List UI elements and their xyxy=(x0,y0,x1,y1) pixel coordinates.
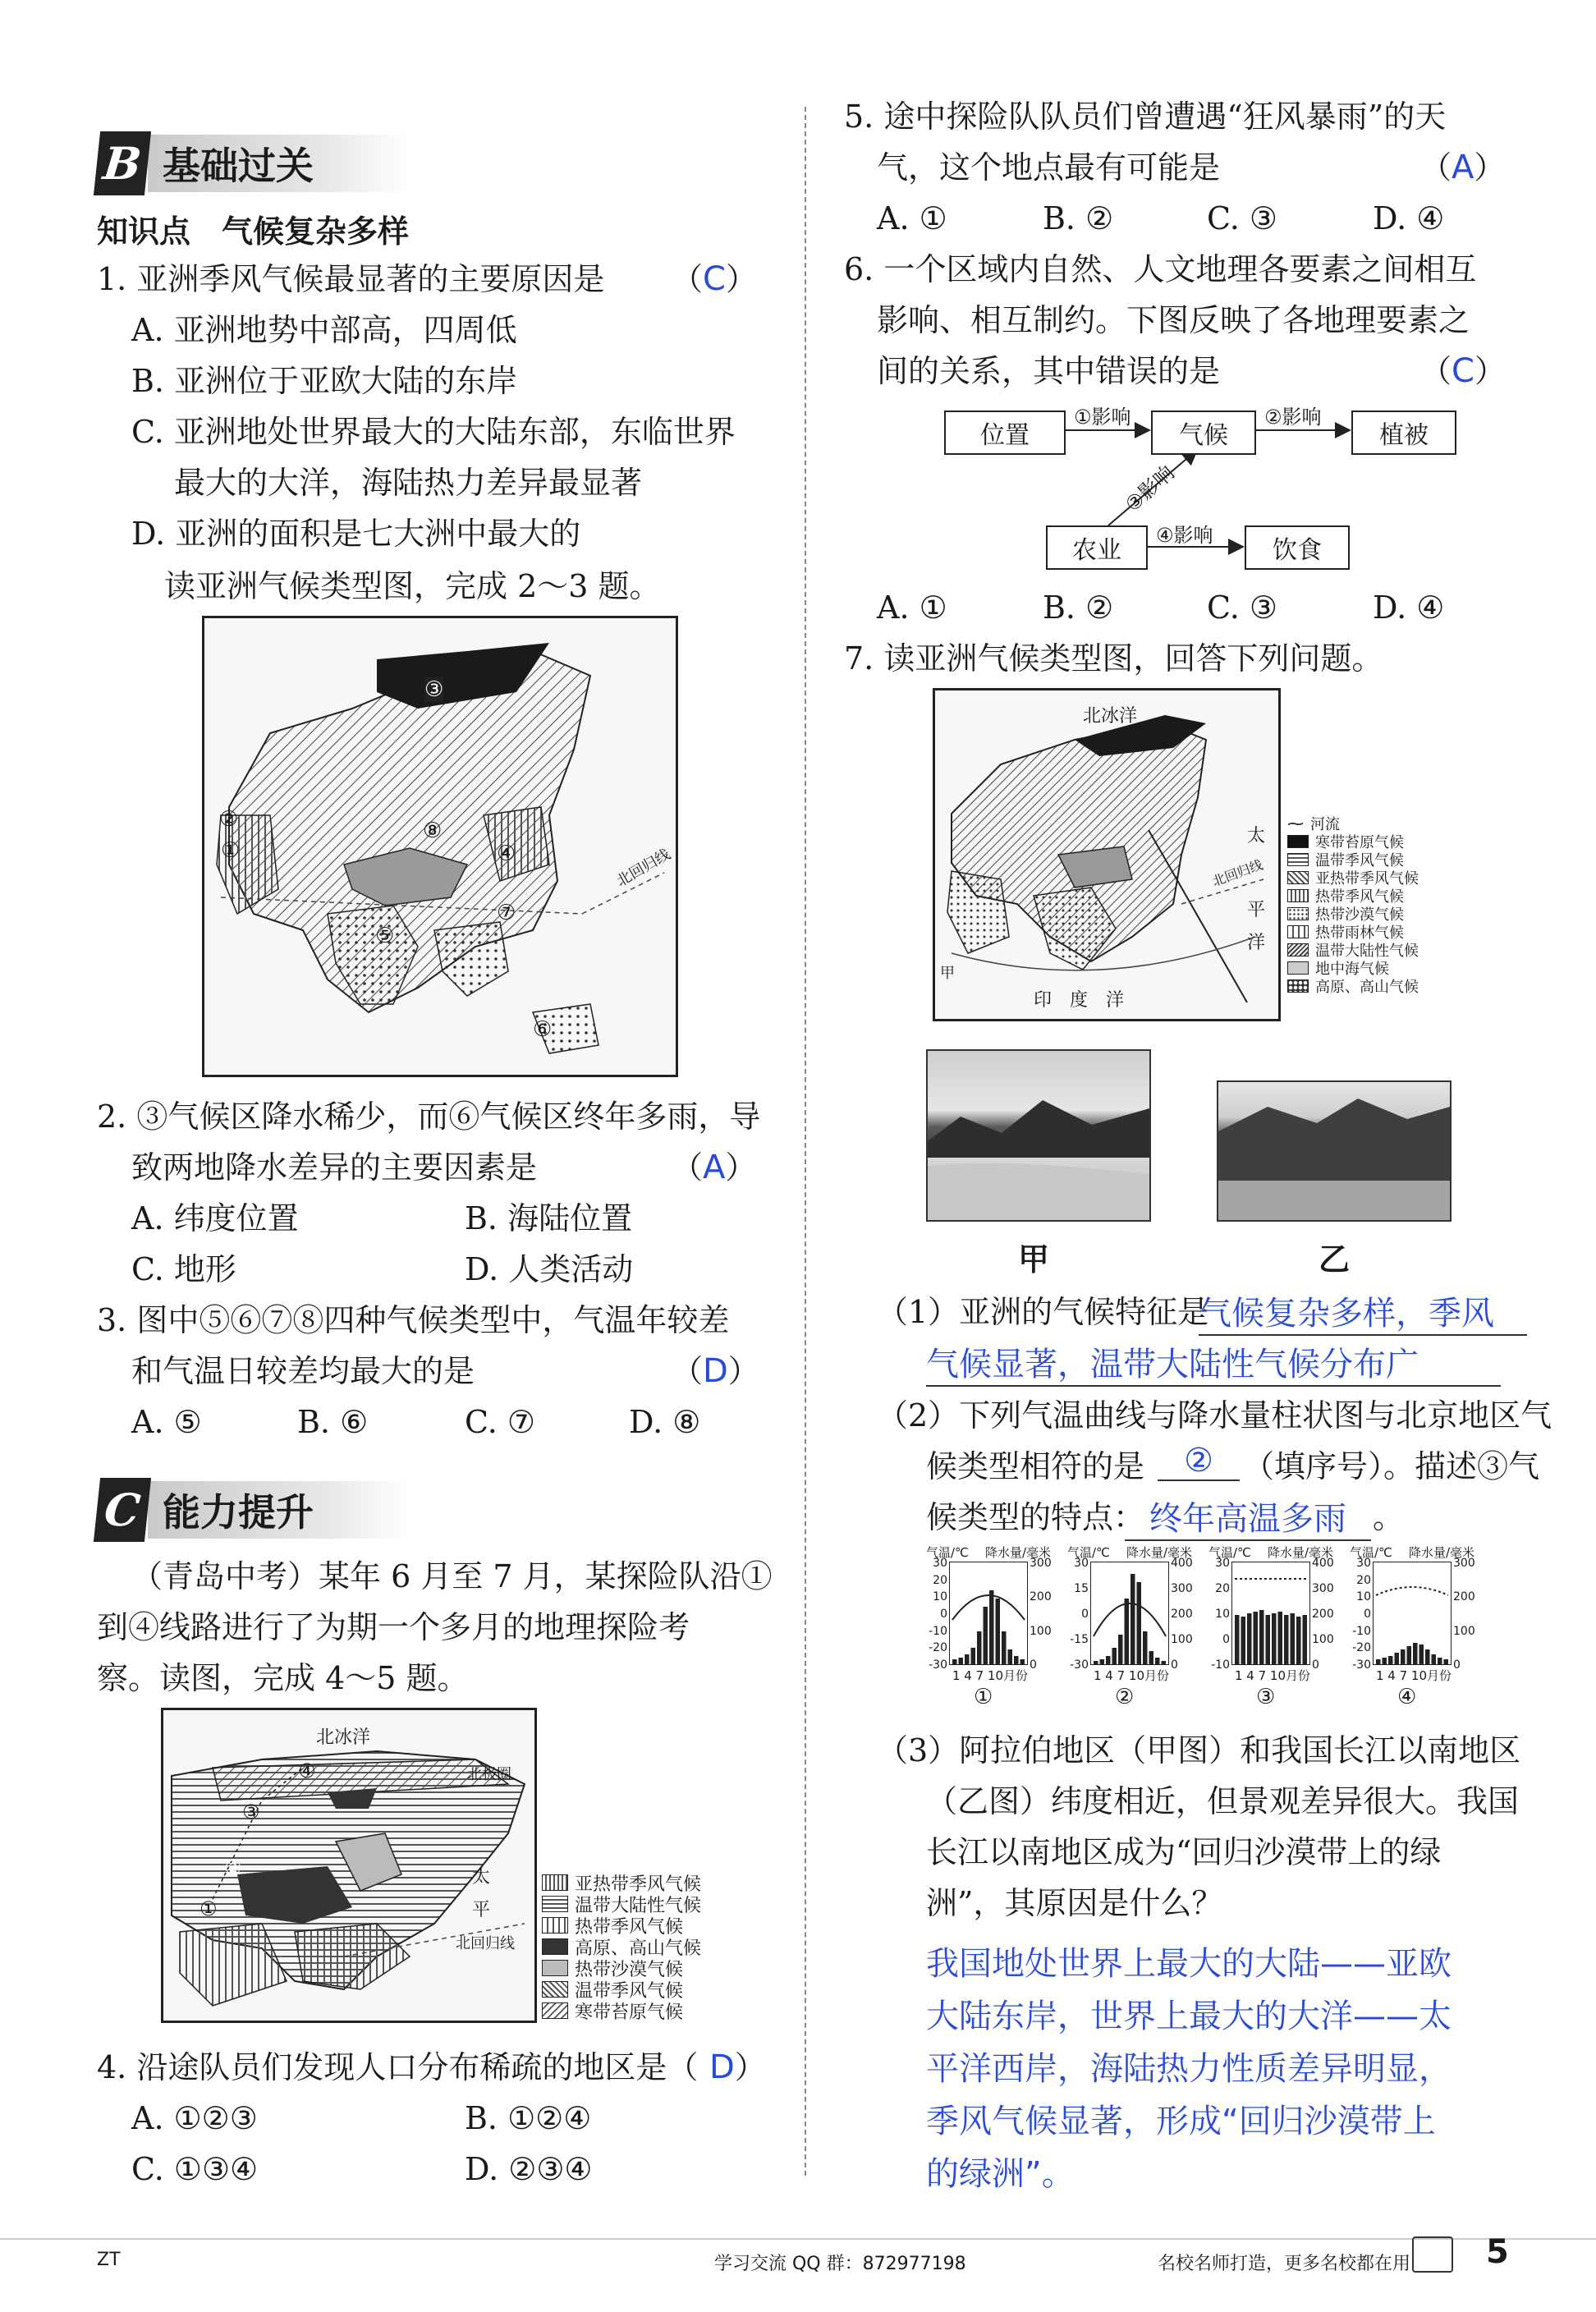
q5-option-a: A. ① xyxy=(877,200,947,236)
photo2-caption: 乙 xyxy=(1319,1241,1351,1278)
q2-answer-paren: （A） xyxy=(672,1149,757,1186)
q3-answer: D xyxy=(703,1352,728,1390)
q6-line1: 6. 一个区域内自然、人文地理各要素之间相互 xyxy=(844,251,1477,287)
geo-factor-flow-diagram xyxy=(944,402,1486,583)
map3-pacific-3: 洋 xyxy=(1247,933,1266,953)
chart-prec-label: 降水量/毫米 xyxy=(1268,1545,1334,1560)
q7-p2-line2a: 候类型相符的是 xyxy=(926,1448,1145,1484)
legend-item: 寒带苔原气候 xyxy=(1315,834,1404,851)
q5-option-d: D. ④ xyxy=(1373,200,1445,236)
route-point-4: ④ xyxy=(298,1759,316,1782)
legend-item: 地中海气候 xyxy=(1315,961,1389,978)
chart-left-tick: -10 xyxy=(1352,1624,1371,1638)
legend-swatch xyxy=(1287,853,1309,866)
legend-swatch xyxy=(542,1896,568,1912)
map1-label-2: ② xyxy=(219,807,239,832)
read-map-instruction-1: 读亚洲气候类型图，完成 2～3 题。 xyxy=(164,568,661,604)
chart-left-tick: 30 xyxy=(1356,1557,1371,1570)
q7-p1-label: （1）亚洲的气候特征是 xyxy=(877,1294,1209,1330)
q3-line1: 3. 图中⑤⑥⑦⑧四种气候类型中，气温年较差 xyxy=(97,1302,730,1338)
q3-answer-paren: （D） xyxy=(672,1352,759,1390)
chart-right-tick: 300 xyxy=(1171,1582,1193,1595)
q7-p2-answer: ② xyxy=(1158,1442,1240,1481)
map1-label-4: ④ xyxy=(497,842,516,866)
q2-line2: 致两地降水差异的主要因素是 xyxy=(131,1149,538,1186)
legend-swatch xyxy=(1287,943,1309,956)
q5-answer: A xyxy=(1452,149,1474,186)
map1-label-3: ③ xyxy=(424,677,444,702)
legend-swatch xyxy=(1287,979,1309,993)
chart-right-tick: 400 xyxy=(1312,1557,1334,1570)
flow-node-position: 位置 xyxy=(944,411,1066,455)
logo-icon xyxy=(1412,2236,1453,2273)
footer-center: 学习交流 QQ 群：872977198 xyxy=(714,2254,966,2274)
q6-option-d: D. ④ xyxy=(1373,589,1445,626)
q4-option-c: C. ①③④ xyxy=(131,2151,259,2187)
q1-option-a: A. 亚洲地势中部高，四周低 xyxy=(131,312,517,348)
chart-left-tick: 15 xyxy=(1074,1582,1089,1595)
chart-id: ② xyxy=(1115,1685,1135,1709)
chart-id: ③ xyxy=(1256,1685,1276,1709)
legend-swatch xyxy=(542,1874,568,1891)
footer-rule xyxy=(0,2238,1596,2240)
page-number: 5 xyxy=(1486,2233,1509,2271)
q6-option-b: B. ② xyxy=(1043,589,1114,626)
q4-answer-paren: D） xyxy=(709,2048,766,2086)
map2-pacific-2: 平 xyxy=(472,1900,491,1920)
footer-right: 名校名师打造，更多名校都在用 xyxy=(1158,2254,1411,2274)
chart-left-tick: 20 xyxy=(933,1573,947,1587)
route-point-3: ③ xyxy=(242,1801,260,1823)
map1-label-6: ⑥ xyxy=(533,1017,553,1042)
map2-arctic-ocean: 北冰洋 xyxy=(316,1727,371,1748)
chart-right-tick: 0 xyxy=(1030,1658,1037,1672)
map3-arctic-ocean: 北冰洋 xyxy=(1083,706,1138,727)
chart-id: ① xyxy=(974,1685,993,1709)
q4-option-b: B. ①②④ xyxy=(465,2100,592,2136)
climate-chart-1 xyxy=(926,1544,1064,1716)
legend-item: 温带季风气候 xyxy=(1315,852,1404,869)
intro-c-line2: 到④线路进行了为期一个多月的地理探险考 xyxy=(97,1609,690,1645)
map2-legend xyxy=(542,1872,701,2021)
chart-left-tick: -30 xyxy=(1352,1658,1371,1672)
chart-left-tick: -20 xyxy=(929,1641,947,1655)
chart-right-tick: 300 xyxy=(1030,1557,1052,1570)
chart-left-tick: 30 xyxy=(1074,1557,1089,1570)
q6-option-a: A. ① xyxy=(877,589,947,626)
legend-swatch xyxy=(542,2002,568,2019)
legend-item: 温带大陆性气候 xyxy=(575,1895,702,1916)
q1-stem: 1. 亚洲季风气候最显著的主要原因是 xyxy=(97,261,605,297)
legend-item: 高原、高山气候 xyxy=(575,1938,702,1959)
legend-swatch xyxy=(1287,961,1309,975)
q2-line1: 2. ③气候区降水稀少，而⑥气候区终年多雨，导 xyxy=(97,1099,761,1135)
chart-temp-label: 气温/℃ xyxy=(1350,1545,1392,1560)
map2-pacific-1: 太 xyxy=(472,1867,491,1888)
map2-tropic: 北回归线 xyxy=(456,1935,515,1952)
q6-line2: 影响、相互制约。下图反映了各地理要素之 xyxy=(877,302,1470,338)
photo-south-china-green xyxy=(1217,1080,1452,1222)
section-c-letter: C xyxy=(94,1478,151,1542)
chart-left-tick: 10 xyxy=(1215,1608,1230,1621)
q4-answer: D xyxy=(709,2048,735,2086)
legend-item: 热带季风气候 xyxy=(575,1916,684,1938)
chart-left-tick: 10 xyxy=(933,1590,947,1604)
legend-item: 热带沙漠气候 xyxy=(1315,906,1404,924)
map3-tropic: 北回归线 xyxy=(1210,856,1265,890)
flow-edge-2: ②影响 xyxy=(1264,406,1322,429)
chart-left-tick: -20 xyxy=(1352,1641,1371,1655)
flow-node-agriculture: 农业 xyxy=(1046,525,1148,570)
legend-item: 热带雨林气候 xyxy=(1315,924,1404,942)
asia-climate-map-2 xyxy=(933,688,1281,1021)
chart-plot-area xyxy=(1231,1562,1310,1665)
chart-left-tick: -10 xyxy=(929,1624,947,1638)
chart-left-tick: -15 xyxy=(1070,1633,1089,1646)
q3-line2: 和气温日较差均最大的是 xyxy=(131,1353,475,1389)
chart-left-tick: -10 xyxy=(1211,1658,1230,1672)
chart-left-tick: -30 xyxy=(1070,1658,1089,1672)
q5-line1: 5. 途中探险队队员们曾遭遇“狂风暴雨”的天 xyxy=(844,99,1447,135)
chart-right-tick: 200 xyxy=(1453,1590,1475,1604)
legend-item: 温带季风气候 xyxy=(575,1980,684,2002)
map2-arctic-circle: 北极圈 xyxy=(467,1766,511,1783)
photo-arabia-desert xyxy=(926,1049,1151,1222)
map3-indian-ocean: 印 度 洋 xyxy=(1034,990,1125,1011)
river-icon: ⁓ xyxy=(1287,814,1304,833)
section-b-letter: B xyxy=(94,131,151,195)
map3-pacific-2: 平 xyxy=(1247,900,1266,920)
asia-climate-map-1 xyxy=(202,616,678,1077)
legend-item: 河流 xyxy=(1310,816,1340,833)
chart-right-tick: 0 xyxy=(1312,1658,1319,1672)
chart-left-tick: 30 xyxy=(933,1557,947,1570)
q7-p3-answer-1: 我国地处世界上最大的大陆——亚欧 xyxy=(926,1945,1452,1983)
legend-item: 高原、高山气候 xyxy=(1315,979,1419,996)
map3-pacific-1: 太 xyxy=(1247,826,1266,846)
q6-answer: C xyxy=(1452,352,1474,390)
chart-left-tick: 0 xyxy=(940,1608,947,1621)
map1-label-7: ⑦ xyxy=(497,901,516,925)
column-divider xyxy=(805,107,806,2176)
chart-plot-graphic xyxy=(1374,1562,1451,1664)
q7-p1-answer-2: 气候显著，温带大陆性气候分布广 xyxy=(926,1338,1501,1387)
q5-option-c: C. ③ xyxy=(1207,200,1277,236)
q7-p3-answer-4: 季风气候显著，形成“回归沙漠带上 xyxy=(926,2103,1436,2140)
flow-node-climate: 气候 xyxy=(1151,411,1256,455)
chart-right-tick: 0 xyxy=(1453,1658,1461,1672)
chart-plot-graphic xyxy=(950,1562,1027,1664)
climate-chart-2 xyxy=(1067,1544,1205,1716)
legend-item: 亚热带季风气候 xyxy=(575,1874,702,1895)
q7-p3-answer-3: 平洋西岸，海陆热力性质差异明显， xyxy=(926,2050,1452,2088)
q7-p3-line2: （乙图）纬度相近，但景观差异很大。我国 xyxy=(926,1783,1520,1819)
chart-months: 1 4 7 10月份 xyxy=(952,1668,1029,1683)
q2-option-b: B. 海陆位置 xyxy=(465,1200,633,1236)
q2-option-d: D. 人类活动 xyxy=(465,1251,634,1287)
footer-left: ZT xyxy=(97,2250,121,2270)
q1-answer-paren: （C） xyxy=(672,260,757,298)
intro-c-line1: （青岛中考）某年 6 月至 7 月，某探险队沿① xyxy=(131,1558,773,1594)
q1-option-d: D. 亚洲的面积是七大洲中最大的 xyxy=(131,516,581,552)
q7-p3-line4: 洲”，其原因是什么？ xyxy=(926,1885,1223,1921)
section-b-banner xyxy=(97,131,409,195)
q7-p2-line1: （2）下列气温曲线与降水量柱状图与北京地区气 xyxy=(877,1397,1552,1434)
q4-stem: 4. 沿途队员们发现人口分布稀疏的地区是（ xyxy=(97,2049,699,2085)
chart-plot-area xyxy=(1090,1562,1169,1665)
flow-edge-4: ④影响 xyxy=(1156,524,1213,547)
chart-prec-label: 降水量/毫米 xyxy=(985,1545,1052,1560)
chart-right-tick: 200 xyxy=(1171,1608,1193,1621)
chart-right-tick: 100 xyxy=(1171,1633,1193,1646)
legend-swatch xyxy=(1287,835,1309,848)
q5-option-b: B. ② xyxy=(1043,200,1114,236)
chart-plot-graphic xyxy=(1091,1562,1168,1664)
chart-prec-label: 降水量/毫米 xyxy=(1409,1545,1475,1560)
chart-temp-label: 气温/℃ xyxy=(1067,1545,1110,1560)
chart-right-tick: 400 xyxy=(1171,1557,1193,1570)
chart-right-tick: 200 xyxy=(1312,1608,1334,1621)
chart-right-tick: 300 xyxy=(1312,1582,1334,1595)
q5-answer-paren: （A） xyxy=(1420,149,1506,186)
legend-item: 温带大陆性气候 xyxy=(1315,943,1419,960)
chart-left-tick: 10 xyxy=(1356,1590,1371,1604)
q3-option-b: B. ⑥ xyxy=(297,1404,369,1440)
chart-right-tick: 100 xyxy=(1030,1624,1052,1638)
chart-left-tick: 0 xyxy=(1364,1608,1371,1621)
legend-swatch xyxy=(542,1960,568,1976)
q4-option-d: D. ②③④ xyxy=(465,2151,593,2187)
asia-climate-map-2-graphic xyxy=(935,690,1278,1019)
map1-tropic-label: 北回归线 xyxy=(613,846,674,891)
q7-p2-line3a: 候类型的特点： xyxy=(926,1499,1145,1535)
intro-c-line3: 察。读图，完成 4～5 题。 xyxy=(97,1660,469,1696)
q1-option-b: B. 亚洲位于亚欧大陆的东岸 xyxy=(131,363,518,399)
chart-right-tick: 200 xyxy=(1030,1590,1052,1604)
q7-p3-answer-2: 大陆东岸，世界上最大的大洋——太 xyxy=(926,1998,1452,2035)
q7-p3-line1: （3）阿拉伯地区（甲图）和我国长江以南地区 xyxy=(877,1732,1521,1768)
legend-swatch xyxy=(1287,889,1309,902)
q7-p3-answer-5: 的绿洲”。 xyxy=(926,2155,1075,2193)
flow-edge-1: ①影响 xyxy=(1074,406,1131,429)
flow-node-diet: 饮食 xyxy=(1245,525,1350,570)
q7-p3-line3: 长江以南地区成为“回归沙漠带上的绿 xyxy=(926,1834,1442,1870)
route-point-2: ② xyxy=(224,1856,242,1879)
q1-option-c-line1: C. 亚洲地处世界最大的大陆东部，东临世界 xyxy=(131,414,736,450)
q1-option-c-line2: 最大的大洋，海陆热力差异最显著 xyxy=(174,465,643,501)
q6-line3: 间的关系，其中错误的是 xyxy=(877,353,1221,389)
q7-stem: 7. 读亚洲气候类型图，回答下列问题。 xyxy=(844,640,1383,677)
map1-label-1: ① xyxy=(221,838,241,863)
chart-left-tick: 0 xyxy=(1222,1633,1230,1646)
chart-plot-area xyxy=(949,1562,1028,1665)
q3-option-d: D. ⑧ xyxy=(629,1404,701,1440)
chart-right-tick: 100 xyxy=(1312,1633,1334,1646)
section-b-title: 基础过关 xyxy=(148,135,409,192)
q2-answer: A xyxy=(703,1149,726,1186)
q7-p2-period: 。 xyxy=(1373,1499,1405,1535)
expedition-route-map xyxy=(161,1708,537,2023)
legend-item: 亚热带季风气候 xyxy=(1315,870,1419,888)
chart-right-tick: 300 xyxy=(1453,1557,1475,1570)
chart-months: 1 4 7 10月份 xyxy=(1235,1668,1311,1683)
photo-green-graphic xyxy=(1218,1082,1450,1220)
legend-item: 热带季风气候 xyxy=(1315,888,1404,906)
q3-option-a: A. ⑤ xyxy=(131,1404,202,1440)
q3-option-c: C. ⑦ xyxy=(465,1404,535,1440)
photo1-caption: 甲 xyxy=(1018,1241,1050,1278)
map1-label-5: ⑤ xyxy=(375,924,395,948)
chart-plot-graphic xyxy=(1232,1562,1309,1664)
legend-item: 寒带苔原气候 xyxy=(575,2002,684,2023)
legend-swatch xyxy=(1287,907,1309,920)
knowledge-point: 知识点 气候复杂多样 xyxy=(97,213,410,250)
legend-swatch xyxy=(1287,925,1309,938)
chart-left-tick: -30 xyxy=(929,1658,947,1672)
climate-chart-3 xyxy=(1208,1544,1346,1716)
legend-swatch xyxy=(542,1938,568,1955)
section-c-banner xyxy=(97,1478,409,1542)
q7-p1-answer-1: 气候复杂多样，季风 xyxy=(1199,1287,1527,1336)
map3-legend xyxy=(1287,814,1419,995)
flow-node-vegetation: 植被 xyxy=(1351,411,1456,455)
chart-left-tick: 20 xyxy=(1215,1582,1230,1595)
q2-option-a: A. 纬度位置 xyxy=(131,1200,299,1236)
legend-swatch xyxy=(542,1917,568,1934)
chart-left-tick: 30 xyxy=(1215,1557,1230,1570)
q5-line2: 气，这个地点最有可能是 xyxy=(877,149,1221,186)
chart-right-tick: 0 xyxy=(1171,1658,1178,1672)
q4-option-a: A. ①②③ xyxy=(131,2100,258,2136)
chart-right-tick: 100 xyxy=(1453,1624,1475,1638)
legend-swatch xyxy=(1287,871,1309,884)
photo-desert-graphic xyxy=(928,1051,1149,1220)
flow-edge-3: ③影响 xyxy=(1121,461,1179,517)
section-c-title: 能力提升 xyxy=(148,1481,409,1539)
chart-months: 1 4 7 10月份 xyxy=(1094,1668,1170,1683)
chart-left-tick: 20 xyxy=(1356,1573,1371,1587)
chart-plot-area xyxy=(1373,1562,1452,1665)
chart-prec-label: 降水量/毫米 xyxy=(1126,1545,1193,1560)
q6-answer-paren: （C） xyxy=(1420,352,1506,390)
q7-p2-answer-2: 终年高温多雨 xyxy=(1125,1493,1371,1541)
q2-option-c: C. 地形 xyxy=(131,1251,236,1287)
q1-answer: C xyxy=(703,260,726,298)
chart-id: ④ xyxy=(1397,1685,1417,1709)
climate-chart-4 xyxy=(1350,1544,1488,1716)
route-point-1: ① xyxy=(200,1897,218,1920)
legend-item: 热带沙漠气候 xyxy=(575,1959,684,1980)
chart-temp-label: 气温/℃ xyxy=(926,1545,969,1560)
q7-p2-line2b: （填序号）。描述③气 xyxy=(1243,1448,1540,1484)
chart-left-tick: 0 xyxy=(1081,1608,1089,1621)
map3-jia-mark: 甲 xyxy=(940,965,955,982)
q6-option-c: C. ③ xyxy=(1207,589,1277,626)
legend-swatch xyxy=(542,1981,568,1998)
map1-label-8: ⑧ xyxy=(423,819,443,843)
chart-months: 1 4 7 10月份 xyxy=(1376,1668,1452,1683)
chart-temp-label: 气温/℃ xyxy=(1208,1545,1251,1560)
